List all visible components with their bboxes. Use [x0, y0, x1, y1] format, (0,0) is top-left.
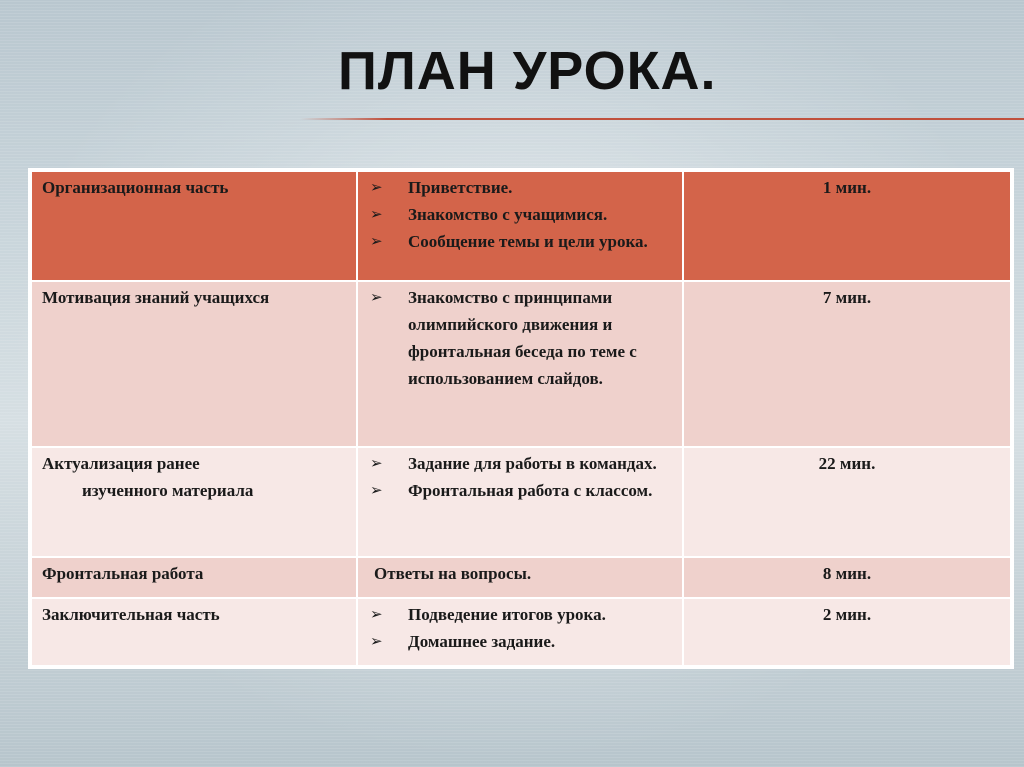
list-item	[366, 601, 674, 628]
arrow-bullet-icon: ➢	[370, 632, 383, 650]
list-item	[366, 450, 674, 477]
arrow-bullet-icon: ➢	[370, 481, 383, 499]
activities-cell	[357, 598, 683, 666]
stage-label: Заключительная часть	[42, 605, 220, 624]
arrow-bullet-icon: ➢	[370, 205, 383, 223]
time-cell	[683, 447, 1011, 557]
activity-list	[366, 601, 674, 655]
stage-cell	[31, 598, 357, 666]
arrow-bullet-icon: ➢	[370, 232, 383, 250]
activity-text: Задание для работы в командах.	[408, 454, 657, 473]
stage-cell	[31, 281, 357, 447]
lesson-plan-table	[30, 170, 1012, 667]
table-row	[31, 447, 1011, 557]
stage-label: Мотивация знаний учащихся	[42, 288, 270, 307]
activity-list	[366, 174, 674, 255]
stage-label-line1: Актуализация ранее	[42, 454, 200, 473]
time-cell	[683, 171, 1011, 281]
activity-text: Знакомство с принципами олимпийского движения и фронтальная беседа по теме с использованием слайдов.	[408, 288, 637, 388]
list-item	[366, 228, 674, 255]
activity-text: Фронтальная работа с классом.	[408, 481, 653, 500]
duration-label: 8 мин.	[822, 564, 872, 583]
activity-text: Приветствие.	[408, 178, 513, 197]
time-cell	[683, 281, 1011, 447]
time-cell	[683, 598, 1011, 666]
arrow-bullet-icon: ➢	[370, 178, 383, 196]
time-cell	[683, 557, 1011, 598]
table-row	[31, 171, 1011, 281]
activities-cell	[357, 171, 683, 281]
list-item	[366, 477, 674, 504]
activity-text: Сообщение темы и цели урока.	[408, 232, 648, 251]
arrow-bullet-icon: ➢	[370, 288, 383, 306]
stage-cell	[31, 171, 357, 281]
activities-cell	[357, 557, 683, 598]
duration-label: 1 мин.	[822, 178, 872, 197]
activity-list	[366, 284, 674, 392]
duration-label: 22 мин.	[818, 454, 876, 473]
list-item	[366, 284, 674, 392]
table-row	[31, 281, 1011, 447]
title-underline	[300, 118, 1024, 120]
activity-text: Домашнее задание.	[408, 632, 556, 651]
activity-list	[366, 450, 674, 504]
list-item	[366, 201, 674, 228]
activity-text: Подведение итогов урока.	[408, 605, 606, 624]
stage-label: Фронтальная работа	[42, 564, 204, 583]
activities-cell	[357, 281, 683, 447]
stage-label-line2: изученного материала	[82, 481, 254, 500]
duration-label: 2 мин.	[822, 605, 872, 624]
table-row	[31, 557, 1011, 598]
table-row	[31, 598, 1011, 666]
stage-cell	[31, 557, 357, 598]
page-title: ПЛАН УРОКА.	[338, 41, 717, 101]
activities-cell	[357, 447, 683, 557]
stage-cell	[31, 447, 357, 557]
duration-label: 7 мин.	[822, 288, 872, 307]
stage-label: Организационная часть	[42, 178, 229, 197]
arrow-bullet-icon: ➢	[370, 454, 383, 472]
activity-text: Ответы на вопросы.	[374, 564, 532, 583]
arrow-bullet-icon: ➢	[370, 605, 383, 623]
list-item	[366, 174, 674, 201]
list-item	[366, 628, 674, 655]
activity-text: Знакомство с учащимися.	[408, 205, 608, 224]
